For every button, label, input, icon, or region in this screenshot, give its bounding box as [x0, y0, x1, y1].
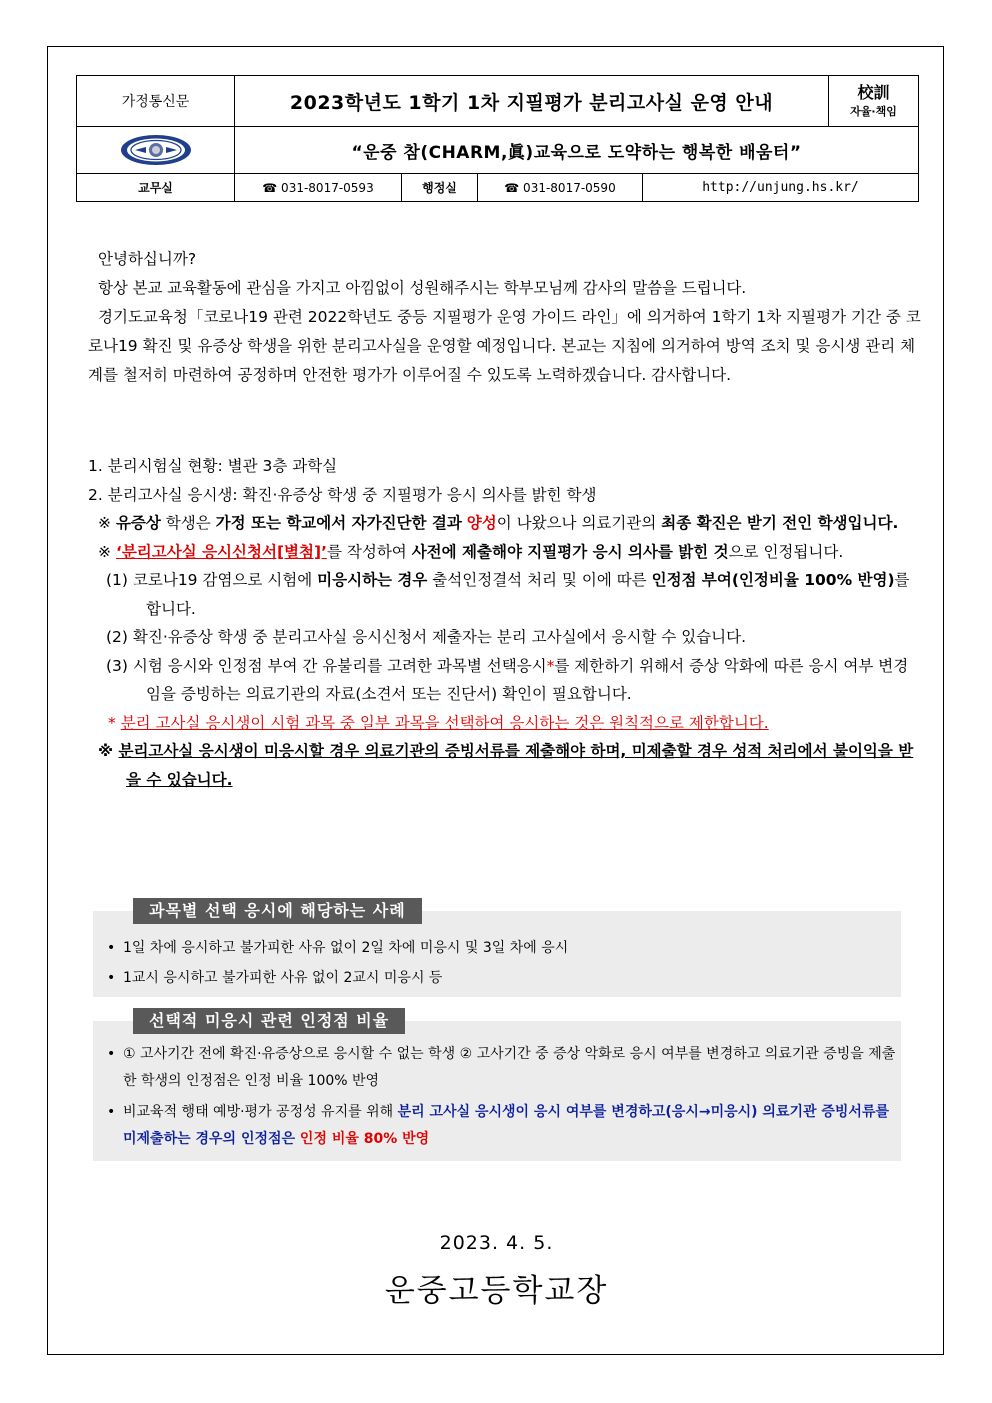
intro-paragraph-2: 경기도교육청「코로나19 관련 2022학년도 중등 지필평가 운영 가이드 라인」에 의거하여 1학기 1차 지필평가 기간 중 코로나19 확진 및 유증상 학생을 위한 분리고사실을 운영할 예정입니다. 본교는 지침에 의거하여 방역 조치 및 응시생 관리 체계를 철저히 마련하여 공정하며 안전한 평가가 이루어질 수 있도록 노력하겠습니다. 감사합니다.	[88, 308, 921, 384]
recognition-ratio-title: 선택적 미응시 관련 인정점 비율	[133, 1008, 405, 1034]
item-1: 1. 분리시험실 현황: 별관 3층 과학실	[88, 457, 338, 475]
phone2: ☎ 031-8017-0590	[504, 180, 616, 195]
doc-type-label: 가정통신문	[121, 94, 190, 110]
dept1-label: 교무실	[138, 181, 173, 195]
title-cell	[235, 76, 829, 127]
recognition-item-1: • ① 고사기간 전에 확진·유증상으로 응시할 수 없는 학생 ② 고사기간 중 증상 악화로 응시 여부를 변경하고 의료기관 증빙을 제출한 학생의 인정점은 인정 비율 100% 반영	[107, 1046, 896, 1089]
case-example-item: • 1일 차에 응시하고 불가피한 사유 없이 2일 차에 미응시 및 3일 차에 응시	[107, 940, 569, 956]
case-examples-box	[93, 901, 901, 997]
slogan-cell	[235, 127, 919, 174]
case-example-item: • 1교시 응시하고 불가피한 사유 없이 2교시 미응시 등	[107, 970, 443, 986]
motto-text: 자율·책임	[850, 105, 897, 118]
document-page	[47, 46, 944, 1355]
motto-label: 校訓	[857, 83, 890, 102]
note-2: ※ ‘분리고사실 응시신청서[별첨]’를 작성하여 사전에 제출해야 지필평가 응시 의사를 밝힌 것으로 인정됩니다.	[98, 542, 844, 561]
sub-item-2: (2) 확진·유증상 학생 중 분리고사실 응시신청서 제출자는 분리 고사실에서 응시할 수 있습니다.	[106, 628, 747, 646]
notice-items	[88, 452, 923, 794]
dept2-label: 행정실	[422, 181, 457, 195]
star-note: * 분리 고사실 응시생이 시험 과목 중 일부 과목을 선택하여 응시하는 것은 원칙적으로 제한합니다.	[108, 713, 769, 732]
signer-name: 운중고등학교장	[384, 1273, 609, 1309]
note-mark: ※	[98, 542, 111, 561]
note-1: ※ 유증상 학생은 가정 또는 학교에서 자가진단한 결과 양성이 나왔으나 의료기관의 최종 확진은 받기 전인 학생입니다.	[98, 514, 899, 532]
school-url-link[interactable]: http://unjung.hs.kr/	[702, 180, 859, 195]
note-3: ※ 분리고사실 응시생이 미응시할 경우 의료기관의 증빙서류를 제출해야 하며, 미제출할 경우 성적 처리에서 불이익을 받을 수 있습니다.	[98, 742, 914, 789]
issue-date: 2023. 4. 5.	[439, 1232, 554, 1254]
school-emblem-icon	[118, 133, 194, 167]
intro-paragraph-1: 항상 본교 교육활동에 관심을 가지고 아낌없이 성원해주시는 학부모님께 감사의 말씀을 드립니다.	[98, 279, 747, 297]
phone2-cell	[478, 174, 643, 202]
item-2: 2. 분리고사실 응시생: 확진·유증상 학생 중 지필평가 응시 의사를 밝힌 학생	[88, 485, 597, 504]
doc-type-cell	[77, 76, 235, 127]
logo-cell	[77, 127, 235, 174]
document-title: 2023학년도 1학기 1차 지필평가 분리고사실 운영 안내	[289, 91, 774, 114]
intro-section	[88, 245, 923, 390]
phone1: ☎ 031-8017-0593	[262, 180, 374, 195]
dept2-cell	[402, 174, 478, 202]
school-slogan: “운중 참(CHARM,眞)교육으로 도약하는 행복한 배움터”	[351, 142, 802, 163]
url-cell	[643, 174, 919, 202]
case-examples-title: 과목별 선택 응시에 해당하는 사례	[133, 898, 422, 924]
recognition-item-2: • 비교육적 행태 예방·평가 공정성 유지를 위해 분리 고사실 응시생이 응시 여부를 변경하고(응시→미응시) 의료기관 증빙서류를 미제출하는 경우의 인정점은 인정 비율 80% 반영	[107, 1104, 890, 1147]
recognition-ratio-box	[93, 1011, 901, 1161]
note-mark: ※	[98, 514, 111, 532]
greeting: 안녕하십니까?	[98, 250, 197, 268]
motto-cell	[829, 76, 919, 127]
header-table	[76, 75, 919, 202]
sub-item-1: (1) 코로나19 감염으로 시험에 미응시하는 경우 출석인정결석 처리 및 이에 따른 인정점 부여(인정비율 100% 반영)를 합니다.	[106, 571, 910, 618]
sub-item-3: (3) 시험 응시와 인정점 부여 간 유불리를 고려한 과목별 선택응시*를 제한하기 위해서 증상 악화에 따른 응시 여부 변경임을 증빙하는 의료기관의 자료(소견서 또는 진단서) 확인이 필요합니다.	[106, 656, 909, 703]
dept1-cell	[77, 174, 235, 202]
recognition-ratio-list	[93, 1021, 901, 1153]
phone1-cell	[235, 174, 402, 202]
